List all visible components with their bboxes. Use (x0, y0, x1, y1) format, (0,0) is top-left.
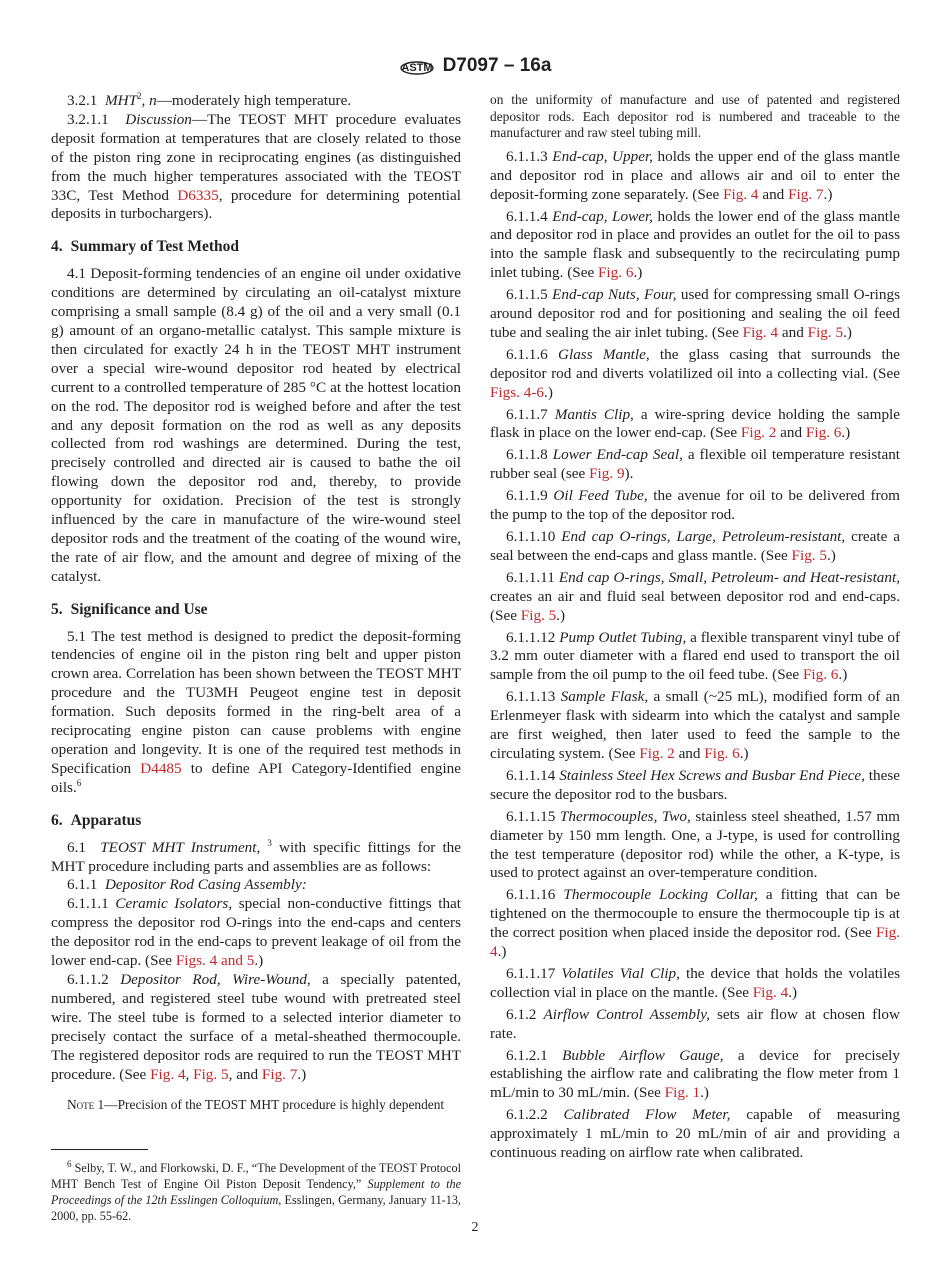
paragraph-6-1-1-5: 6.1.1.5 End-cap Nuts, Four, used for compressing small O-rings around depositor rod and for positioning and sealing the oil feed tube and sealing the air inlet tubing. (See Fig. 4 and Fig. 5.) (490, 286, 901, 341)
link-fig-9[interactable]: Fig. 9 (589, 465, 625, 483)
link-fig-4[interactable]: Fig. 4 (490, 924, 900, 961)
note-1: Note 1—Precision of the TEOST MHT procedure is highly dependent (67, 1097, 445, 1113)
paragraph-6-1-1: 6.1.1 Depositor Rod Casing Assembly: (67, 876, 307, 894)
paragraph-6-1-1-16: 6.1.1.16 Thermocouple Locking Collar, a fitting that can be tightened on the thermocouple to ensure the thermocouple tip is at the correct position when placed inside the depositor rod. (See Fig. 4.) (490, 886, 900, 961)
paragraph-6-1-1-8: 6.1.1.8 Lower End-cap Seal, a flexible oil temperature resistant rubber seal (see Fig. 9). (490, 446, 901, 483)
note-1-continued: on the uniformity of manufacture and use of patented and registered depositor rods. Each depositor rod is numbered and traceable to the manufacturer and raw steel tubing mill. (490, 92, 900, 141)
paragraph-5-1: 5.1 The test method is designed to predict the deposit-forming tendencies of engine oil in the piston ring belt and upper piston crown area. Correlation has been shown between the TEOST MHT procedure and the TU3MH Peugeot engine test in deposit formation. Such deposits formed in the ring-belt area of a reciprocating engine piston can cause problems with engine operation and longevity. It is one of the required test methods in Specification D4485 to define API Category-Identified engine oils.$^6$ (51, 627, 461, 796)
document-designation: D7097 – 16a (442, 55, 552, 76)
link-fig-2[interactable]: Fig. 2 (740, 424, 777, 442)
link-fig-5[interactable]: Fig. 5 (807, 323, 844, 341)
link-fig-7[interactable]: Fig. 7 (261, 1065, 298, 1083)
paragraph-6-1-2: 6.1.2 Airflow Control Assembly, sets air flow at chosen flow rate. (490, 1005, 900, 1042)
link-fig-4[interactable]: Fig. 4 (150, 1065, 186, 1083)
link-d4485[interactable]: D4485 (140, 759, 182, 777)
section-heading-4: 4. Summary of Test Method (51, 238, 239, 256)
paragraph-6-1-2-1: 6.1.2.1 Bubble Airflow Gauge, a device for precisely establishing the airflow rate and calibrating the flow meter from 1 mL/min to 30 mL/min. (See Fig. 1.) (490, 1046, 900, 1102)
link-fig-4[interactable]: Fig. 4 (723, 185, 759, 203)
paragraph-6-1-1-1: 6.1.1.1 Ceramic Isolators, special non-conductive fittings that compress the depositor rod O-rings into the end-caps and centers the depositor rod in the end-caps to prevent leakage of oil from the lower end-cap. (See Figs. 4 and 5.) (51, 895, 462, 970)
paragraph-3-2-1: 3.2.1 MHT$^2$, n—moderately high temperature. (67, 90, 352, 109)
paragraph-4-1: 4.1 Deposit-forming tendencies of an engine oil under oxidative conditions are determined by circulating an oil-catalyst mixture comprising a small sample (8.4 g) of the oil and a very small (0.1 g) amount of an organo-metallic catalyst. This sample mixture is then circulated for exactly 24 h in the TEOST MHT instrument over a special wire-wound depositor rod heated by electrical current to a controlled temperature of 285 °C at the hottest location on the rod. The depositor rod is weighed before and after the test and any deposit formation on the rod as well as any deposits collected from rod washings are determined. During the test, precisely controlled and directed air is caused to bathe the oil flowing down the depositor rod and, thereby, to provide opportunity for oxidation. Precision of the test is strongly influenced by the care in manufacture of the wire-wound steel depositor rods and the treatment of the coating of the wound wire, the rate of air flow, and the amount and degree of mixing of the catalyst. (51, 265, 461, 585)
page-number: 2 (471, 1220, 479, 1235)
link-fig-6[interactable]: Fig. 6 (704, 744, 740, 762)
paragraph-6-1-1-3: 6.1.1.3 End-cap, Upper, holds the upper end of the glass mantle and depositor rod in place and allows air and oil to enter the deposit-forming zone separately. (See Fig. 4 and Fig. 7.) (490, 147, 901, 203)
paragraph-6-1-1-9: 6.1.1.9 Oil Feed Tube, the avenue for oil to be delivered from the pump to the top of the depositor rod. (490, 487, 900, 524)
paragraph-6-1-1-10: 6.1.1.10 End cap O-rings, Large, Petroleum-resistant, create a seal between the end-caps and glass mantle. (See Fig. 5.) (490, 528, 901, 564)
paragraph-6-1-1-4: 6.1.1.4 End-cap, Lower, holds the lower end of the glass mantle and depositor rod in place and provides an outlet for the oil to pass into the sample flask and subsequently to the recirculating pump inlet tubing. (See Fig. 6.) (490, 207, 900, 282)
link-fig-4[interactable]: Fig. 4 (752, 983, 789, 1001)
section-heading-6: 6. Apparatus (51, 811, 142, 829)
paragraph-6-1: 6.1 TEOST MHT Instrument, $^3$ with specific fittings for the MHT procedure including parts and assemblies are as follows: (51, 837, 462, 875)
link-fig-7[interactable]: Fig. 7 (788, 185, 824, 203)
link-d6335[interactable]: D6335 (177, 186, 219, 204)
link-fig-5[interactable]: Fig. 5 (791, 546, 827, 564)
paragraph-6-1-1-12: 6.1.1.12 Pump Outlet Tubing, a flexible transparent vinyl tube of 3.2 mm outer diameter with a flared end used to transport the oil sample from the oil pump to the oil feed tube. (See Fig. 6.) (490, 628, 901, 684)
footnote-divider (51, 1149, 148, 1150)
link-fig-6[interactable]: Fig. 6 (805, 424, 842, 442)
link-figs-4-5[interactable]: Figs. 4 and 5 (175, 952, 255, 970)
link-fig-5[interactable]: Fig. 5 (193, 1065, 229, 1083)
link-fig-6[interactable]: Fig. 6 (802, 666, 839, 684)
paragraph-6-1-1-11: 6.1.1.11 End cap O-rings, Small, Petroleum- and Heat-resistant, creates an air and fluid seal between depositor rod and end-caps. (See Fig. 5.) (490, 568, 900, 624)
section-heading-5: 5. Significance and Use (51, 600, 208, 618)
paragraph-6-1-1-7: 6.1.1.7 Mantis Clip, a wire-spring device holding the sample flask in place on the lower end-cap. (See Fig. 2 and Fig. 6.) (490, 405, 901, 442)
link-fig-5[interactable]: Fig. 5 (520, 606, 557, 624)
footnote-6: $^6$ Selby, T. W., and Florkowski, D. F., “The Development of the TEOST Protocol MHT Bench Test of Engine Oil Piston Deposit Tendency,” Supplement to the Proceedings of the 12th Esslingen Colloquium, Esslingen, Germany, January 11-13, 2000, pp. 55-62. (51, 1159, 461, 1224)
svg-text:ASTM: ASTM (400, 62, 433, 74)
paragraph-6-1-1-17: 6.1.1.17 Volatiles Vial Clip, the device that holds the volatiles collection vial in place on the mantle. (See Fig. 4.) (490, 964, 901, 1001)
page-header (0, 52, 950, 80)
link-figs-4-6[interactable]: Figs. 4-6 (490, 383, 545, 401)
paragraph-3-2-1-1: 3.2.1.1 Discussion—The TEOST MHT procedure evaluates deposit formation at temperatures that are closely related to those of the piston ring zone in reciprocating engines (as distinguished from the much higher temperatures associated with the TEOST 33C, Test Method D6335, procedure for determining potential deposits in turbochargers). (51, 110, 462, 223)
paragraph-6-1-1-15: 6.1.1.15 Thermocouples, Two, stainless steel sheathed, 1.57 mm diameter by 150 mm length. One, a J-type, is used for controlling the test temperature (depositor rod) while the other, a K-type, is used to protect against an over-temperature condition. (490, 807, 900, 882)
link-fig-4[interactable]: Fig. 4 (742, 323, 779, 341)
astm-logo-icon (399, 52, 435, 80)
link-fig-1[interactable]: Fig. 1 (664, 1084, 701, 1102)
link-fig-6[interactable]: Fig. 6 (597, 264, 634, 282)
link-fig-2[interactable]: Fig. 2 (639, 744, 675, 762)
right-column (490, 92, 900, 1163)
paragraph-6-1-1-2: 6.1.1.2 Depositor Rod, Wire-Wound, a specially patented, numbered, and registered steel tube wound with pretreated steel wire. The steel tube is formed to a selected interior diameter to precisely contact the surface of a metal-sheathed thermocouple. The registered depositor rods are required to run the TEOST MHT procedure. (See Fig. 4, Fig. 5, and Fig. 7.) (51, 970, 461, 1083)
paragraph-6-1-1-13: 6.1.1.13 Sample Flask, a small (~25 mL), modified form of an Erlenmeyer flask with sidearm into which the catalyst and sample are first weighed, then later used to feed the sample to the circulating system. (See Fig. 2 and Fig. 6.) (490, 688, 900, 762)
paragraph-6-1-1-6: 6.1.1.6 Glass Mantle, the glass casing that surrounds the depositor rod and diverts volatilized oil into a collecting vial. (See Figs. 4-6.) (490, 345, 901, 401)
paragraph-6-1-2-2: 6.1.2.2 Calibrated Flow Meter, capable of measuring approximately 1 mL/min to 20 mL/min of air and providing a continuous reading on airflow rate when calibrated. (490, 1106, 900, 1162)
paragraph-6-1-1-14: 6.1.1.14 Stainless Steel Hex Screws and Busbar End Piece, these secure the depositor rod to the busbars. (490, 766, 901, 803)
footnote-ref-6: 6 (76, 777, 82, 788)
left-column (51, 92, 461, 1224)
